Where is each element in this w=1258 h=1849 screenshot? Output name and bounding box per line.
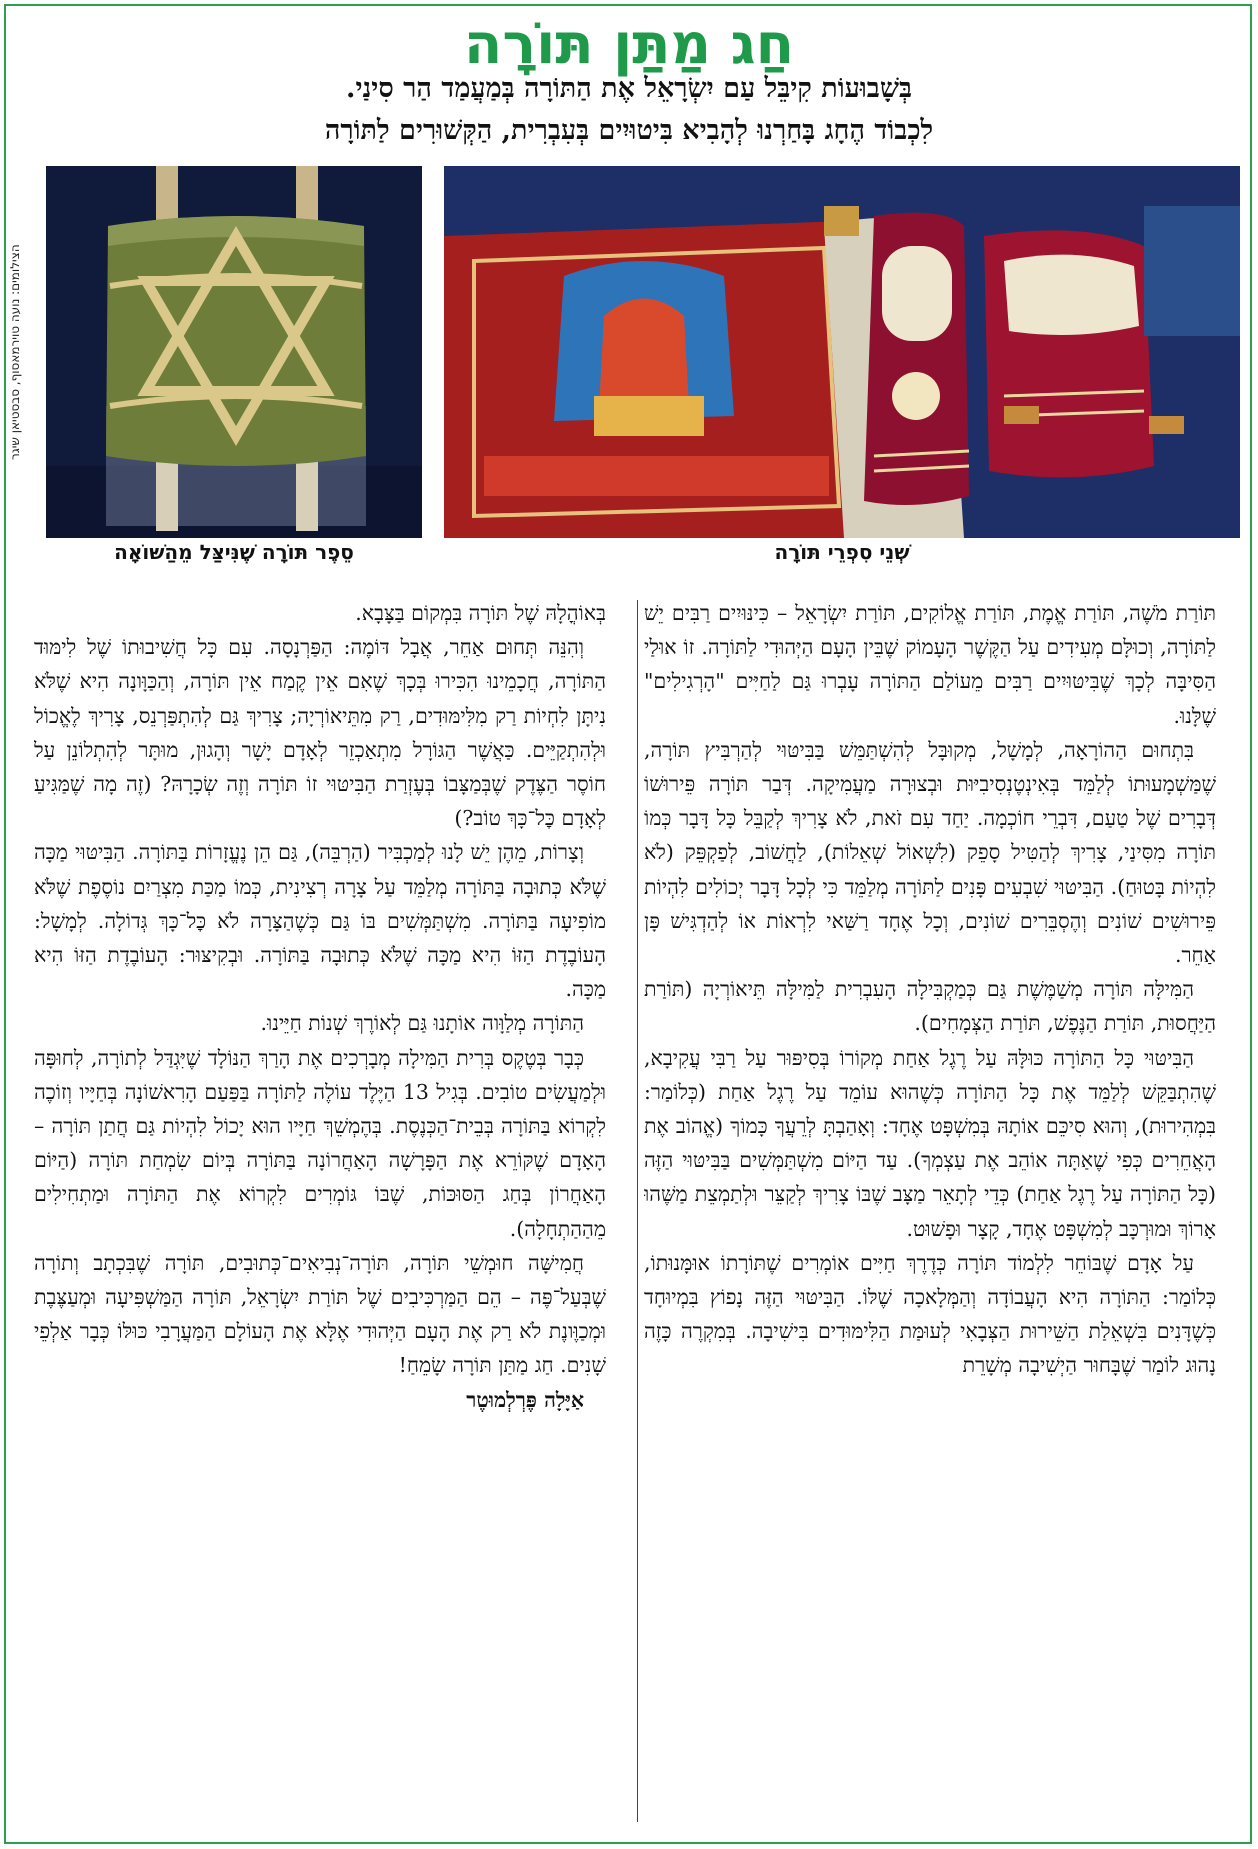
paragraph: כְּבָר בְּטֶקֶס בְּרִית הַמִּילָה מְבָרְכִים אֶת הָרַךְ הַנּוֹלָד שֶׁיִּגְדַּל לְתוֹרָה, לְחוּפָּה וּלְמַעֲשִׂים טוֹבִים. בְּגִיל 13 הַיֶּלֶד עוֹלֶה לַתּוֹרָה בַּפַּעַם הָרִאשׁוֹנָה בְּחַיָּיו וְזוֹכֶה לִקְרוֹא בַּתּוֹרָה בְּבֵית־הַכְּנֶסֶת. בְּהֶמְשֵׁךְ חַיָּיו הוּא יָכוֹל לִהְיוֹת גַּם חֲתַן תּוֹרָה – הָאָדָם שֶׁקּוֹרֵא אֶת הַפָּרָשָׁה הָאַחֲרוֹנָה בַּתּוֹרָה בְּיוֹם שִׂמְחַת תּוֹרָה (הַיּוֹם הָאַחֲרוֹן בְּחַג הַסּוּכּוֹת, שֶׁבּוֹ גּוֹמְרִים לִקְרוֹא אֶת הַתּוֹרָה וּמַתְחִילִים מֵהַהַתְחָלָה).	[34, 1045, 606, 1241]
photo-rescued-torah	[46, 166, 422, 538]
paragraph: וְצָרוֹת, מֵהֶן יֵשׁ לָנוּ לְמַכְבִּיר (הַרְבֵּה), גַּם הֵן נֶעֱזָרוֹת בַּתּוֹרָה. הַבִּיטּוּי מַכָּה שֶׁלֹּא כְּתוּבָה בַּתּוֹרָה מְלַמֵּד עַל צָרָה רְצִינִית, כְּמוֹ מַכַּת מִצְרַיִם נוֹסֶפֶת שֶׁלֹּא מוֹפִיעָה בַּתּוֹרָה. מִשְׁתַּמְּשִׁים בּוֹ גַּם כְּשֶׁהַצָּרָה לֹא כׇּל־כָּךְ גְּדוֹלָה. לְמָשָׁל: הָעוֹבֶדֶת הַזּוֹ הִיא מַכָּה שֶׁלֹּא כְּתוּבָה בַּתּוֹרָה. וּבְקִיצּוּר: הָעוֹבֶדֶת הַזּוֹ הִיא מַכָּה.	[34, 840, 606, 1002]
caption-rescued-torah: סֵפֶר תּוֹרָה שֶׁנִּיצַּל מֵהַשּׁוֹאָה	[114, 540, 354, 564]
two-torahs-image	[444, 166, 1240, 538]
article-column-right	[644, 596, 1216, 1826]
paragraph: וְהִנֵּה תְּחוּם אַחֵר, אֲבָל דּוֹמֶה: הַפַּרְנָסָה. עִם כָּל חֲשִׁיבוּתוֹ שֶׁל לִימּוּד הַתּוֹרָה, חֲכָמֵינוּ הִכִּירוּ בְּכָךְ שֶׁאִם אֵין קֶמַח אֵין תּוֹרָה, וְהַכַּוָּונָה הִיא שֶׁלֹּא נִיתָּן לִחְיוֹת רַק מִלִּימּוּדִים, רַק מִתֵּיאוֹרְיָה; צָרִיךְ גַּם לְהִתְפַּרְנֵס, צָרִיךְ לֶאֱכוֹל וּלְהִתְקַיֵּים. כַּאֲשֶׁר הַגּוֹרָל מִתְאַכְזֵר לְאָדָם יָשָׁר וְהָגוּן, מוּתָּר לְהִתְלוֹנֵן עַל חוֹסֶר הַצֶּדֶק שֶׁבְּמַצָּבוֹ בְּעֶזְרַת הַבִּיטּוּי זוֹ תּוֹרָה וְזֶה שְׂכָרָהּ? (זֶה מָה שֶׁמַּגִּיעַ לְאָדָם כׇּל־כָּךְ טוֹב?)	[34, 635, 606, 831]
caption-two-torahs: שְׁנֵי סִפְרֵי תּוֹרָה	[774, 540, 910, 564]
page-title: חַג מַתַּן תּוֹרָה	[463, 12, 795, 77]
paragraph: עַל אָדָם שֶׁבּוֹחֵר לִלְמוֹד תּוֹרָה כְּדֶרֶךְ חַיִּים אוֹמְרִים שֶׁתּוֹרָתוֹ אוּמָּנוּתוֹ, כְּלוֹמַר: הַתּוֹרָה הִיא הָעֲבוֹדָה וְהַמְּלָאכָה שֶׁלּוֹ. הַבִּיטּוּי הַזֶּה נָפוֹץ בִּמְיוּחָד כְּשֶׁדָּנִים בִּשְׁאֵלַת הַשֵּׁירוּת הַצְּבָאִי לְעוּמַּת הַלִּימּוּדִים בִּישִׁיבָה. בְּמִקְרֶה כָּזֶה נָהוּג לוֹמַר שֶׁבָּחוּר הַיְשִׁיבָה מְשָׁרֵת	[644, 1250, 1216, 1378]
paragraph: בִּתְחוּם הַהוֹרָאָה, לְמָשָׁל, מְקוּבָּל לְהִשְׁתַּמֵּשׁ בַּבִּיטּוּי לְהַרְבִּיץ תּוֹרָה, שֶׁמַּשְׁמָעוּתוֹ לְלַמֵּד בְּאִינְטֶנְסִיבִיּוּת וּבְצוּרָה מַעֲמִיקָה. דְּבַר תּוֹרָה פֵּירוּשׁוֹ דְּבָרִים שֶׁל טַעַם, דִּבְרֵי חוֹכְמָה. יַחַד עִם זֹאת, לֹא צָרִיךְ לְקַבֵּל כָּל דָּבָר כְּמוֹ תּוֹרָה מִסִּינַי, צָרִיךְ לְהַטִּיל סָפֵק (לִשְׁאוֹל שְׁאֵלוֹת), לַחֲשׁוֹב, לְפַקְפֵּק (לֹא לִהְיוֹת בָּטוּחַ). הַבִּיטּוּי שִׁבְעִים פָּנִים לַתּוֹרָה מְלַמֵּד כִּי לְכָל דָּבָר יְכוֹלִים לִהְיוֹת פֵּירוּשִׁים שׁוֹנִים וְהֶסְבֵּרִים שׁוֹנִים, וְכָל אֶחָד רַשַּׁאי לִרְאוֹת אוֹ לְהַדְגִּישׁ פָּן אַחֵר.	[644, 737, 1216, 968]
paragraph: הַתּוֹרָה מְלַוָּוה אוֹתָנוּ גַּם לְאוֹרֶךְ שְׁנוֹת חַיֵּינוּ.	[260, 1011, 584, 1036]
article-column-left	[34, 596, 606, 1826]
paragraph: תּוֹרַת מֹשֶׁה, תּוֹרַת אֱמֶת, תּוֹרַת אֱלוֹקִים, תּוֹרַת יִשְׂרָאֵל – כִּינּוּיִים רַבִּים יֵשׁ לַתּוֹרָה, וְכוּלָּם מְעִידִים עַל הַקֶּשֶׁר הָעָמוֹק שֶׁבֵּין הָעָם הַיְּהוּדִי לַתּוֹרָה. זוֹ אוּלַי הַסִּיבָּה לְכָךְ שֶׁבִּיטּוּיִים רַבִּים מֵעוֹלַם הַתּוֹרָה עָבְרוּ גַּם לַחַיִּים "הָרְגִילִים" שֶׁלָּנוּ.	[644, 601, 1216, 728]
author-signature: אַיָּלָה פֶּרְלְמוּטֶר	[466, 1387, 584, 1412]
column-divider	[637, 600, 638, 1822]
paragraph: הַבִּיטּוּי כָּל הַתּוֹרָה כּוּלָּהּ עַל רֶגֶל אַחַת מְקוֹרוֹ בְּסִיפּוּר עַל רַבִּי עֲקִיבָא, שֶׁהִתְבַּקֵּשׁ לְלַמֵּד אֶת כָּל הַתּוֹרָה כְּשֶׁהוּא עוֹמֵד עַל רֶגֶל אַחַת (כְּלוֹמַר: בִּמְהִירוּת), וְהוּא סִיכֵּם אוֹתָהּ בְּמִשְׁפָּט אֶחָד: וְאָהַבְתָּ לְרֵעֲךָ כָּמוֹךָ (אֱהוֹב אֶת הָאֲחֵרִים כְּפִי שֶׁאַתָּה אוֹהֵב אֶת עַצְמְךָ). עַד הַיּוֹם מִשְׁתַּמְּשִׁים בַּבִּיטּוּי הַזֶּה (כָּל הַתּוֹרָה עַל רֶגֶל אַחַת) כְּדֵי לְתָאֵר מַצָּב שֶׁבּוֹ צָרִיךְ לְקַצֵּר וּלְתַמְצֵת מַשֶּׁהוּ אָרוֹךְ וּמוּרְכָּב לְמִשְׁפָּט אֶחָד, קָצָר וּפָשׁוּט.	[644, 1045, 1216, 1241]
subtitle-line-1: בְּשָׁבוּעוֹת קִיבֵּל עַם יִשְׂרָאֵל אֶת הַתּוֹרָה בְּמַעֲמַד הַר סִינַי.	[346, 73, 912, 104]
rescued-torah-image	[46, 166, 422, 538]
photo-credit: הצילומים: נועה טוירמאסוף, סבסטיאן שיגר	[8, 244, 22, 460]
paragraph: בְּאוֹהֳלָהּ שֶׁל תּוֹרָה בִּמְקוֹם בַּצָּבָא.	[355, 601, 606, 625]
paragraph: חֲמִישָּׁה חוּמְשֵׁי תּוֹרָה, תּוֹרָה־נְבִיאִים־כְּתוּבִים, תּוֹרָה שֶׁבִּכְתָב וְתוֹרָה שֶׁבְּעַל־פֶּה – הֵם הַמַּרְכִּיבִים שֶׁל תּוֹרַת יִשְׂרָאֵל, תּוֹרָה הַמַּשְׁפִּיעָה וּמְעַצֶּבֶת וּמְכַוֶּונֶת לֹא רַק אֶת הָעָם הַיְּהוּדִי אֶלָּא אֶת הָעוֹלָם הַמַּעֲרָבִי כּוּלּוֹ כְּבָר אַלְפֵי שָׁנִים. חַג מַתַּן תּוֹרָה שָׂמֵחַ!	[34, 1250, 606, 1378]
paragraph: הַמִּילָּה תּוֹרָה מְשַׁמֶּשֶׁת גַּם כְּמַקְבִּילָה הָעִבְרִית לַמִּילָּה תֵּיאוֹרְיָה (תּוֹרַת הַיַּחֲסוּת, תּוֹרַת הַנֶּפֶשׁ, תּוֹרַת הַצְּמָחִים).	[644, 977, 1216, 1036]
photo-two-torahs	[444, 166, 1240, 538]
subtitle-line-2: לִכְבוֹד הֶחָג בָּחַרְנוּ לְהָבִיא בִּיטוּיִים בְּעִבְרִית, הַקְּשׁוּרִים לַתּוֹרָה	[324, 115, 934, 146]
